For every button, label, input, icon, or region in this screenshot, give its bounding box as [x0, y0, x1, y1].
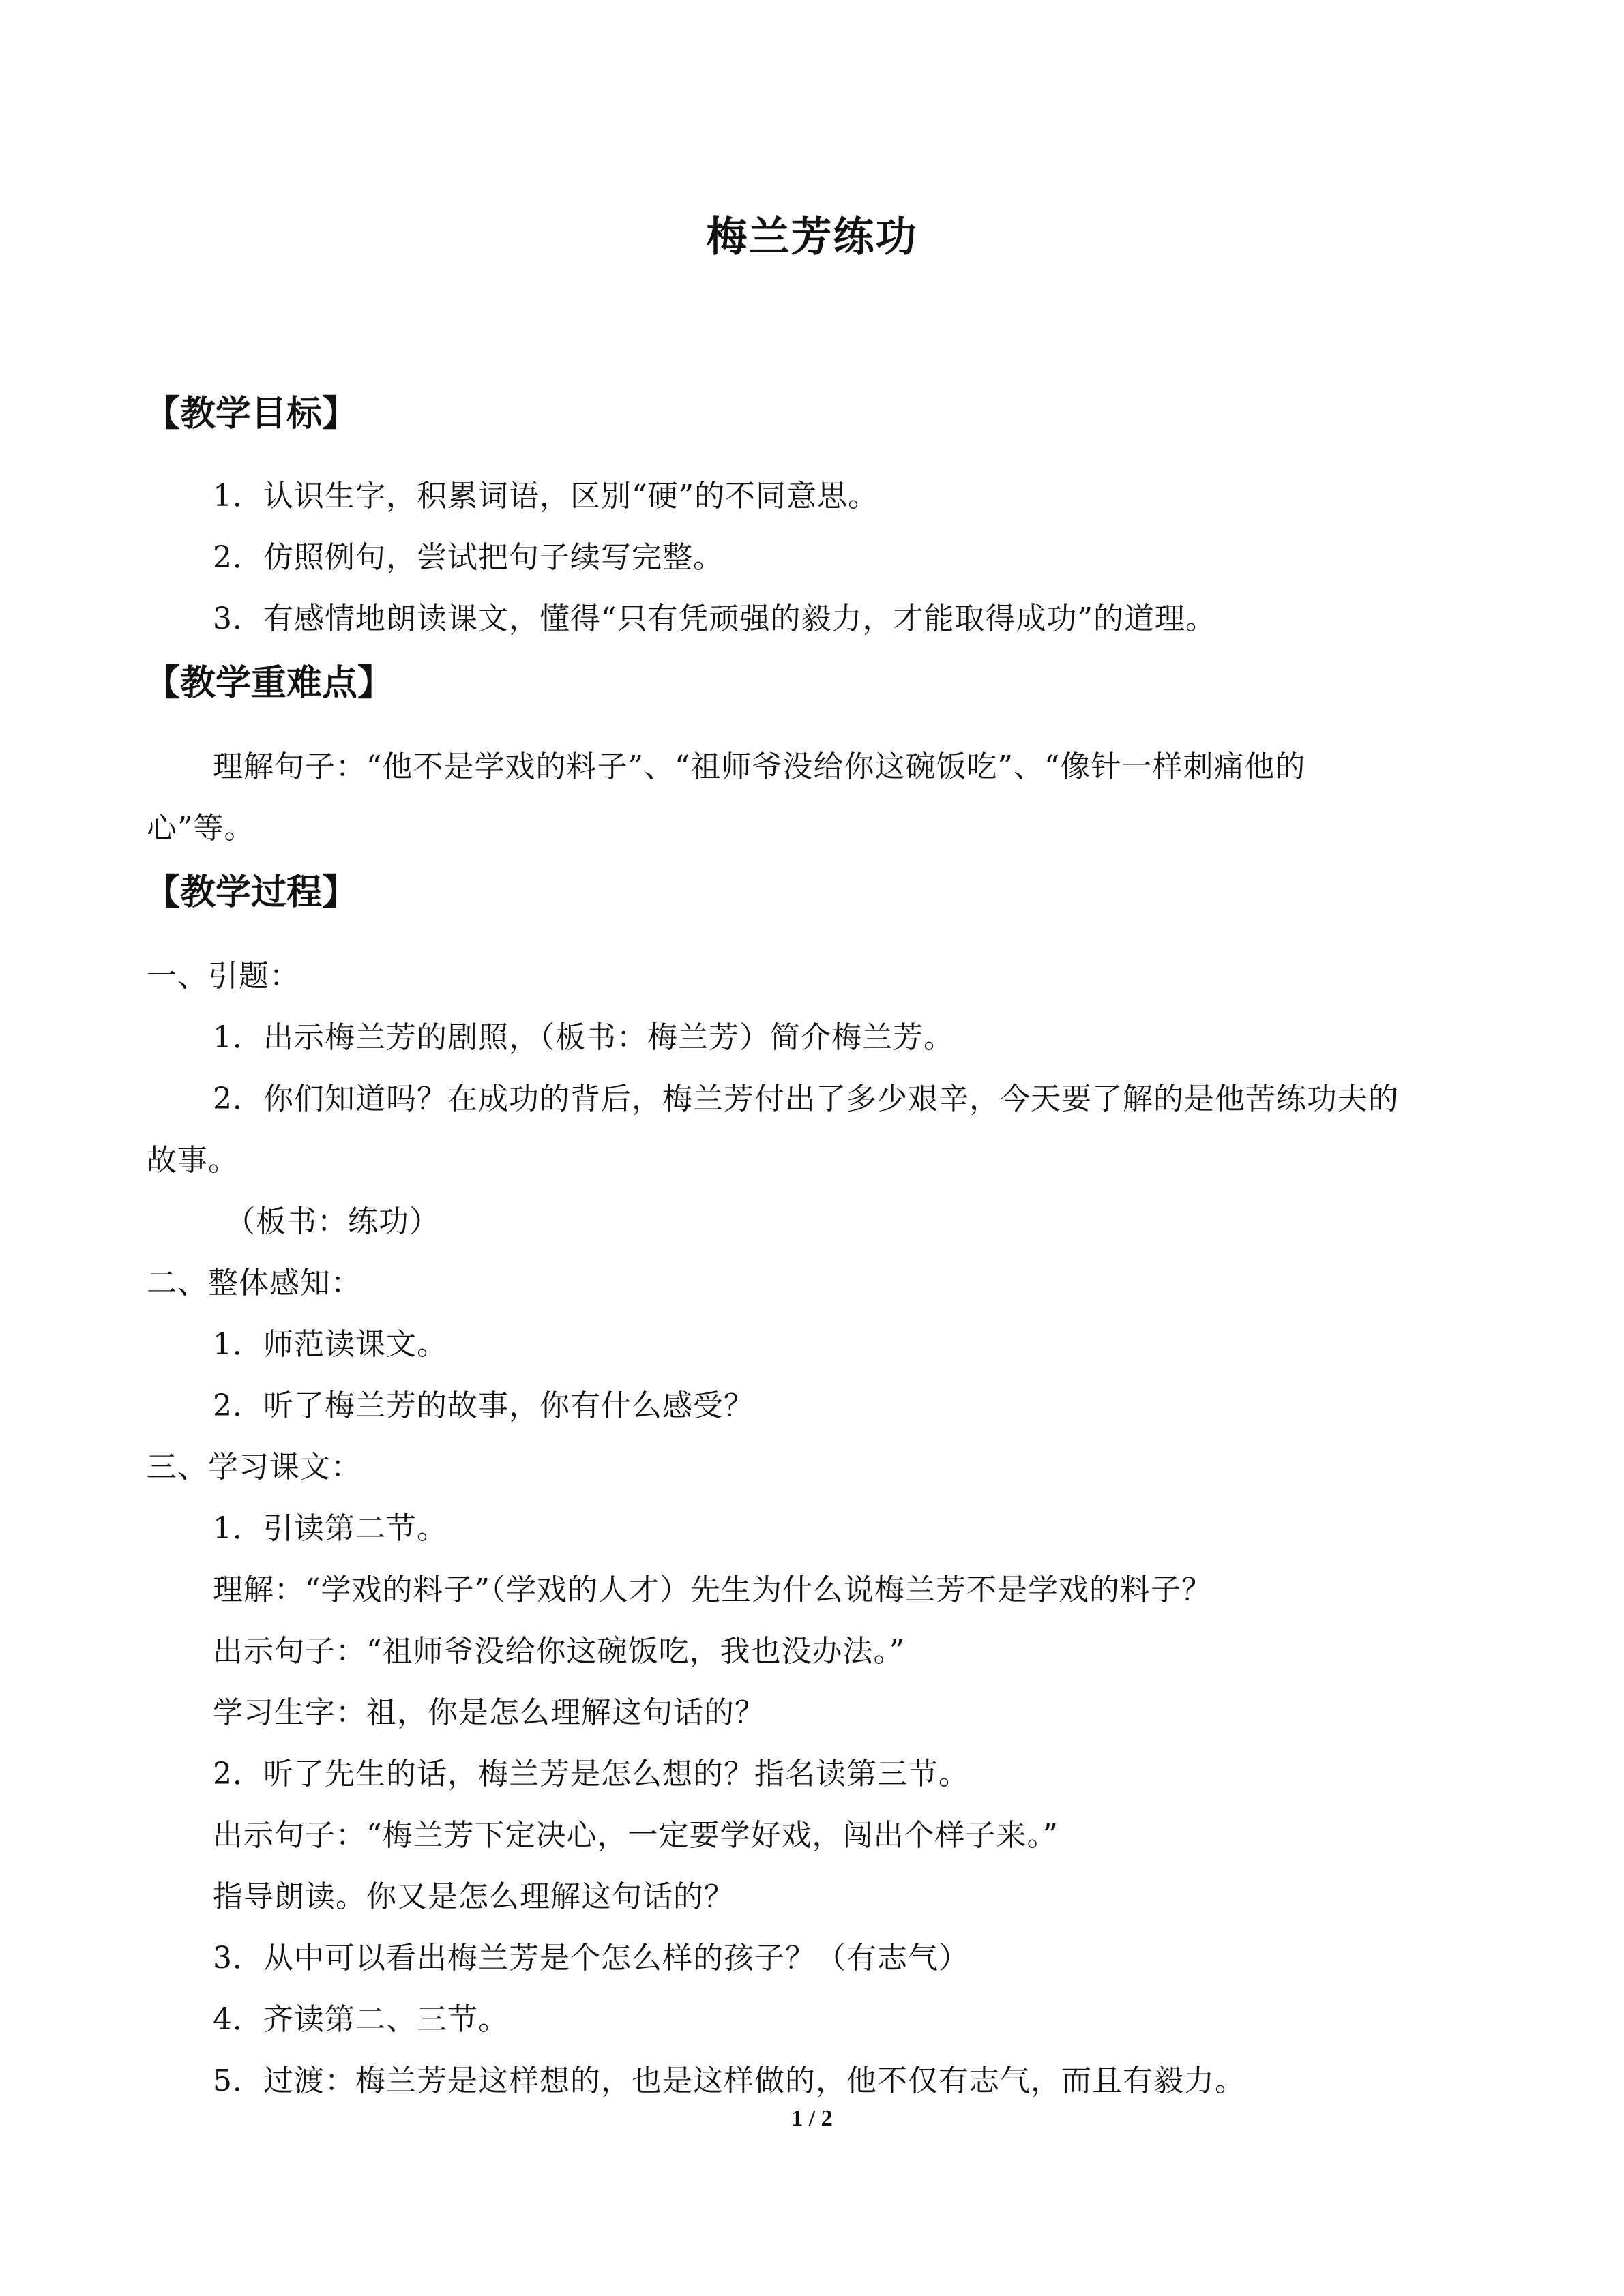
- part3-line: 4．齐读第二、三节。: [213, 2002, 509, 2037]
- part3-line: 出示句子：“梅兰芳下定决心，一定要学好戏，闯出个样子来。”: [213, 1818, 1059, 1853]
- part1-title: 一、引题：: [147, 959, 300, 994]
- objective-item: 2．仿照例句，尝试把句子续写完整。: [213, 540, 724, 575]
- part3-line: 5．过渡：梅兰芳是这样想的，也是这样做的，他不仅有志气，而且有毅力。: [213, 2063, 1245, 2098]
- part1-board-note: （板书：练功）: [225, 1204, 440, 1239]
- part3-title: 三、学习课文：: [147, 1450, 361, 1485]
- part2-item: 1．师范读课文。: [213, 1327, 447, 1362]
- part3-line: 学习生字：祖，你是怎么理解这句话的？: [213, 1695, 765, 1730]
- part1-item: 1．出示梅兰芳的剧照，（板书：梅兰芳）简介梅兰芳。: [213, 1020, 954, 1055]
- part1-item-cont: 故事。: [147, 1143, 239, 1178]
- part3-line: 指导朗读。你又是怎么理解这句话的？: [213, 1879, 735, 1914]
- part3-line: 出示句子：“祖师爷没给你这碗饭吃，我也没办法。”: [213, 1634, 905, 1669]
- document-title: 梅兰芳练功: [706, 213, 918, 261]
- part2-title: 二、整体感知：: [147, 1266, 361, 1300]
- part1-item: 2．你们知道吗？在成功的背后，梅兰芳付出了多少艰辛，今天要了解的是他苦练功夫的: [213, 1082, 1399, 1116]
- objective-item: 3．有感情地朗读课文，懂得“只有凭顽强的毅力，才能取得成功”的道理。: [213, 601, 1216, 636]
- key-points-heading: 【教学重难点】: [145, 663, 394, 704]
- page-number: 1 / 2: [791, 2106, 833, 2131]
- part3-line: 2．听了先生的话，梅兰芳是怎么想的？指名读第三节。: [213, 1757, 969, 1791]
- part3-line: 3．从中可以看出梅兰芳是个怎么样的孩子？（有志气）: [213, 1941, 969, 1976]
- part2-item: 2．听了梅兰芳的故事，你有什么感受？: [213, 1388, 754, 1423]
- objective-item: 1．认识生字，积累词语，区别“硬”的不同意思。: [213, 479, 879, 513]
- part3-line: 理解：“学戏的料子”（学戏的人才）先生为什么说梅兰芳不是学戏的料子？: [213, 1572, 1212, 1607]
- part3-line: 1．引读第二节。: [213, 1511, 447, 1546]
- objectives-heading: 【教学目标】: [145, 393, 358, 434]
- key-points-text-cont: 心”等。: [147, 811, 255, 846]
- key-points-text: 理解句子：“他不是学戏的料子”、“祖师爷没给你这碗饭吃”、“像针一样刺痛他的: [213, 749, 1306, 784]
- process-heading: 【教学过程】: [145, 872, 358, 913]
